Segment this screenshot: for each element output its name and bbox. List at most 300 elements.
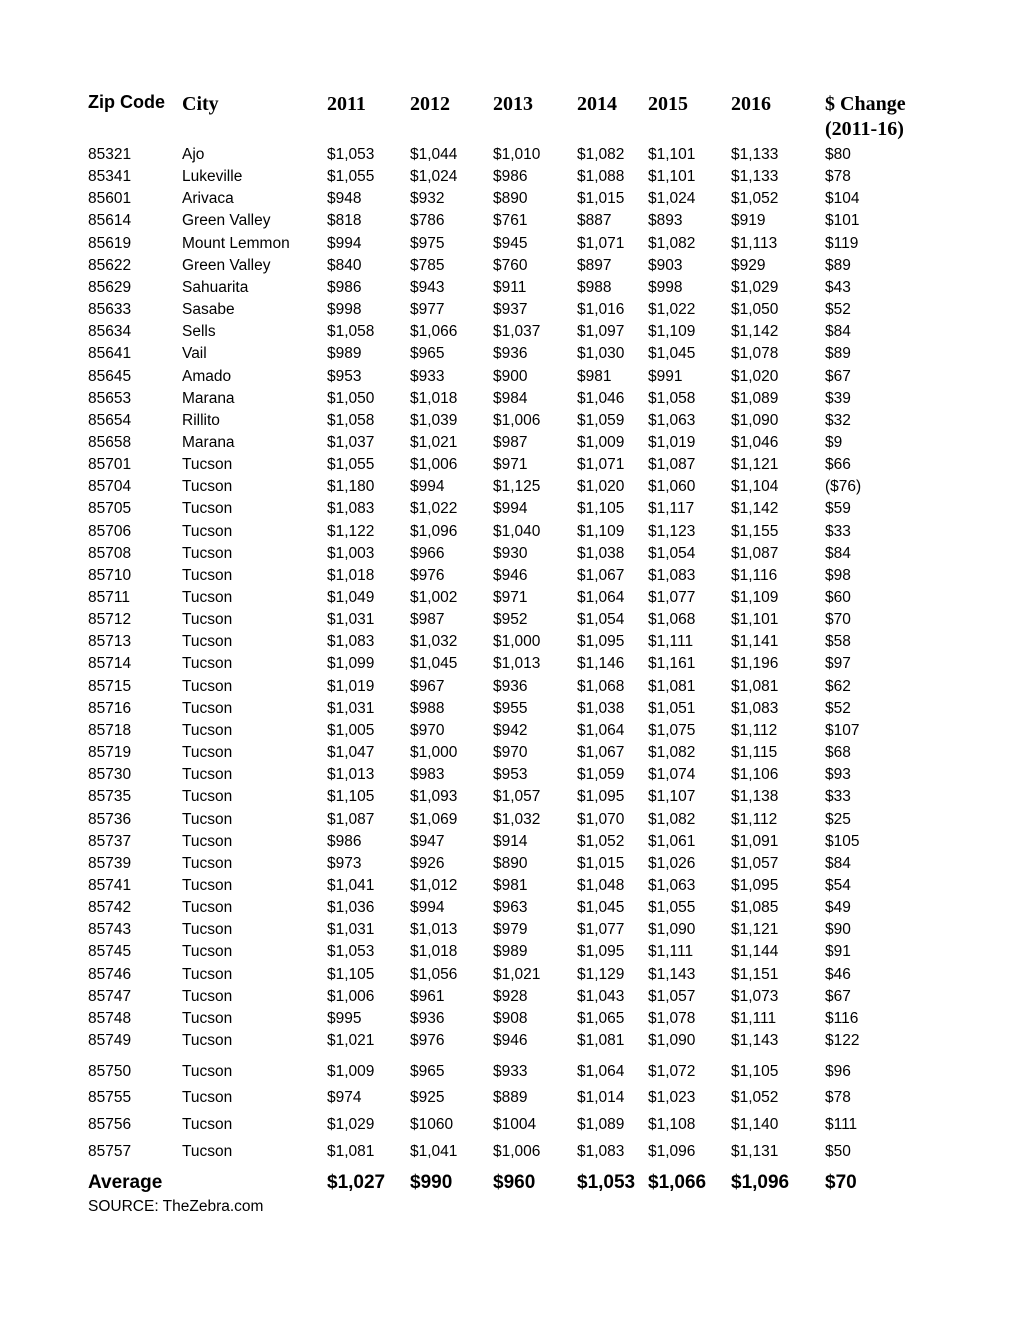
table-row: [0, 589, 1024, 611]
cell-2012: $933: [410, 368, 445, 385]
table-row: [0, 611, 1024, 633]
cell-2015: $1,063: [648, 412, 696, 429]
cell-2011: $1,013: [327, 766, 375, 783]
cell-change: $119: [825, 235, 859, 252]
cell-zip: 85756: [88, 1116, 132, 1133]
cell-2013: $952: [493, 611, 528, 628]
cell-2016: $1,140: [731, 1116, 779, 1133]
table-row: [0, 1143, 1024, 1165]
cell-2014: $1,064: [577, 589, 625, 606]
cell-2012: $994: [410, 899, 445, 916]
table-row: [0, 921, 1024, 943]
cell-2013: $908: [493, 1010, 528, 1027]
cell-zip: 85714: [88, 655, 132, 672]
cell-2016: $1,087: [731, 545, 779, 562]
cell-2015: $1,083: [648, 567, 696, 584]
cell-2015: $1,082: [648, 235, 696, 252]
cell-2013: $979: [493, 921, 528, 938]
cell-2011: $994: [327, 235, 362, 252]
cell-city: Green Valley: [182, 257, 271, 274]
average-2015: $1,066: [648, 1172, 707, 1193]
cell-zip: 85614: [88, 212, 132, 229]
cell-2014: $1,065: [577, 1010, 625, 1027]
cell-2016: $1,112: [731, 722, 778, 739]
table-row: [0, 301, 1024, 323]
table-row: [0, 722, 1024, 744]
cell-2014: $1,064: [577, 1063, 625, 1080]
header-2015: 2015: [648, 93, 688, 115]
cell-city: Tucson: [182, 655, 233, 672]
cell-2011: $1,019: [327, 678, 375, 695]
cell-change: $84: [825, 855, 851, 872]
cell-2016: $1,073: [731, 988, 779, 1005]
cell-zip: 85750: [88, 1063, 132, 1080]
cell-2014: $1,070: [577, 811, 625, 828]
cell-2011: $998: [327, 301, 362, 318]
cell-zip: 85633: [88, 301, 132, 318]
header-change-line1: $ Change: [825, 93, 906, 115]
cell-2015: $1,143: [648, 966, 696, 983]
header-2014: 2014: [577, 93, 617, 115]
cell-2015: $1,090: [648, 1032, 696, 1049]
cell-2015: $998: [648, 279, 683, 296]
cell-2011: $1,105: [327, 788, 375, 805]
cell-city: Tucson: [182, 943, 233, 960]
table-row: [0, 766, 1024, 788]
cell-2015: $1,074: [648, 766, 696, 783]
cell-city: Ajo: [182, 146, 205, 163]
cell-2012: $1,012: [410, 877, 458, 894]
cell-2014: $1,015: [577, 855, 625, 872]
cell-2012: $1,069: [410, 811, 458, 828]
cell-2015: $1,101: [648, 146, 696, 163]
cell-2016: $1,085: [731, 899, 779, 916]
cell-change: $39: [825, 390, 851, 407]
cell-2013: $928: [493, 988, 528, 1005]
cell-2014: $1,059: [577, 766, 625, 783]
table-row: [0, 678, 1024, 700]
cell-2011: $953: [327, 368, 362, 385]
cell-change: $78: [825, 168, 851, 185]
cell-2012: $988: [410, 700, 445, 717]
cell-change: $105: [825, 833, 860, 850]
cell-2013: $1,125: [493, 478, 541, 495]
cell-2014: $1,105: [577, 500, 625, 517]
table-row: [0, 1116, 1024, 1138]
cell-2016: $1,101: [731, 611, 779, 628]
cell-change: $93: [825, 766, 851, 783]
cell-city: Tucson: [182, 877, 233, 894]
cell-2013: $987: [493, 434, 528, 451]
cell-2012: $961: [410, 988, 445, 1005]
cell-2016: $1,109: [731, 589, 779, 606]
table-row: [0, 545, 1024, 567]
cell-2011: $1,122: [327, 523, 375, 540]
cell-change: ($76): [825, 478, 862, 495]
cell-2015: $1,057: [648, 988, 696, 1005]
cell-2015: $1,061: [648, 833, 696, 850]
cell-2016: $1,078: [731, 345, 779, 362]
cell-2014: $1,014: [577, 1089, 625, 1106]
cell-2015: $893: [648, 212, 683, 229]
cell-2016: $1,081: [731, 678, 779, 695]
cell-zip: 85705: [88, 500, 132, 517]
cell-2014: $1,088: [577, 168, 625, 185]
cell-2016: $1,050: [731, 301, 779, 318]
cell-2013: $911: [493, 279, 527, 296]
cell-2014: $1,077: [577, 921, 625, 938]
cell-2011: $986: [327, 279, 362, 296]
cell-2016: $1,091: [731, 833, 779, 850]
cell-2014: $1,059: [577, 412, 625, 429]
cell-zip: 85739: [88, 855, 132, 872]
cell-2013: $1,010: [493, 146, 541, 163]
cell-zip: 85748: [88, 1010, 132, 1027]
cell-2016: $1,141: [731, 633, 779, 650]
cell-city: Mount Lemmon: [182, 235, 290, 252]
cell-change: $43: [825, 279, 851, 296]
cell-change: $97: [825, 655, 851, 672]
cell-2012: $967: [410, 678, 445, 695]
cell-2014: $1,020: [577, 478, 625, 495]
cell-2013: $994: [493, 500, 528, 517]
cell-city: Amado: [182, 368, 232, 385]
cell-2011: $1,049: [327, 589, 375, 606]
cell-zip: 85755: [88, 1089, 132, 1106]
average-2011: $1,027: [327, 1172, 386, 1193]
cell-2011: $1,099: [327, 655, 375, 672]
cell-change: $84: [825, 545, 851, 562]
cell-zip: 85601: [88, 190, 132, 207]
table-row: [0, 877, 1024, 899]
cell-2014: $1,095: [577, 788, 625, 805]
cell-2015: $1,117: [648, 500, 695, 517]
cell-2014: $1,129: [577, 966, 625, 983]
cell-2014: $1,089: [577, 1116, 625, 1133]
cell-2015: $1,051: [648, 700, 696, 717]
average-label: Average: [88, 1172, 163, 1193]
cell-2011: $973: [327, 855, 362, 872]
cell-change: $111: [825, 1116, 858, 1133]
cell-2012: $785: [410, 257, 445, 274]
cell-zip: 85743: [88, 921, 132, 938]
cell-2015: $1,109: [648, 323, 696, 340]
cell-city: Tucson: [182, 1089, 233, 1106]
cell-city: Tucson: [182, 788, 233, 805]
cell-zip: 85653: [88, 390, 132, 407]
cell-change: $52: [825, 700, 851, 717]
cell-2013: $945: [493, 235, 528, 252]
cell-change: $33: [825, 788, 851, 805]
cell-zip: 85321: [88, 146, 132, 163]
cell-zip: 85622: [88, 257, 132, 274]
table-row: [0, 390, 1024, 412]
cell-zip: 85341: [88, 168, 132, 185]
cell-2015: $1,087: [648, 456, 696, 473]
cell-2015: $1,111: [648, 943, 694, 960]
cell-zip: 85710: [88, 567, 132, 584]
table-row: [0, 1089, 1024, 1111]
table-row: [0, 988, 1024, 1010]
cell-2016: $1,133: [731, 146, 779, 163]
cell-2011: $1,105: [327, 966, 375, 983]
cell-change: $50: [825, 1143, 851, 1160]
cell-2012: $1,032: [410, 633, 458, 650]
cell-zip: 85736: [88, 811, 132, 828]
table-row: [0, 456, 1024, 478]
cell-2015: $903: [648, 257, 683, 274]
cell-change: $116: [825, 1010, 859, 1027]
cell-2011: $1,083: [327, 633, 375, 650]
header-change: [825, 92, 906, 142]
cell-2016: $1,142: [731, 323, 779, 340]
average-row: [0, 1172, 1024, 1198]
cell-2011: $989: [327, 345, 362, 362]
cell-2015: $1,081: [648, 678, 696, 695]
cell-change: $67: [825, 368, 851, 385]
cell-change: $33: [825, 523, 851, 540]
cell-2011: $1,050: [327, 390, 375, 407]
table-row: [0, 633, 1024, 655]
cell-2013: $971: [493, 589, 528, 606]
cell-change: $122: [825, 1032, 860, 1049]
cell-2013: $963: [493, 899, 528, 916]
cell-2013: $1,006: [493, 412, 541, 429]
cell-2015: $1,060: [648, 478, 696, 495]
cell-2016: $1,133: [731, 168, 779, 185]
cell-change: $90: [825, 921, 851, 938]
cell-2011: $1,037: [327, 434, 375, 451]
cell-2016: $1,143: [731, 1032, 779, 1049]
cell-2013: $955: [493, 700, 528, 717]
cell-city: Tucson: [182, 678, 233, 695]
cell-2012: $983: [410, 766, 445, 783]
cell-city: Sahuarita: [182, 279, 249, 296]
cell-2011: $1,053: [327, 943, 375, 960]
table-row: [0, 146, 1024, 168]
cell-2012: $1,013: [410, 921, 458, 938]
average-2013: $960: [493, 1172, 536, 1193]
cell-change: $70: [825, 611, 851, 628]
cell-city: Tucson: [182, 567, 233, 584]
cell-city: Tucson: [182, 1143, 233, 1160]
cell-zip: 85718: [88, 722, 132, 739]
cell-2012: $1,018: [410, 390, 458, 407]
cell-2014: $1,082: [577, 146, 625, 163]
cell-2015: $1,096: [648, 1143, 696, 1160]
cell-2013: $760: [493, 257, 528, 274]
cell-zip: 85741: [88, 877, 132, 894]
cell-2012: $965: [410, 1063, 445, 1080]
cell-2014: $1,083: [577, 1143, 625, 1160]
cell-2012: $1,041: [410, 1143, 458, 1160]
cell-2013: $936: [493, 678, 528, 695]
cell-2014: $1,030: [577, 345, 625, 362]
cell-2015: $1,077: [648, 589, 696, 606]
table-row: [0, 1032, 1024, 1054]
cell-2015: $1,123: [648, 523, 696, 540]
cell-city: Vail: [182, 345, 207, 362]
cell-2013: $1,021: [493, 966, 541, 983]
cell-2013: $1,006: [493, 1143, 541, 1160]
cell-2014: $1,067: [577, 744, 625, 761]
cell-2012: $1,056: [410, 966, 458, 983]
table-row: [0, 368, 1024, 390]
cell-2011: $1,041: [327, 877, 375, 894]
cell-city: Tucson: [182, 700, 233, 717]
cell-2011: $1,055: [327, 456, 375, 473]
cell-zip: 85619: [88, 235, 132, 252]
table-row: [0, 788, 1024, 810]
cell-2015: $1,075: [648, 722, 696, 739]
cell-2014: $981: [577, 368, 612, 385]
cell-city: Tucson: [182, 855, 233, 872]
cell-2012: $976: [410, 1032, 445, 1049]
cell-2016: $1,105: [731, 1063, 779, 1080]
cell-2016: $1,111: [731, 1010, 777, 1027]
cell-2016: $1,089: [731, 390, 779, 407]
cell-2011: $1,031: [327, 921, 375, 938]
table-row: [0, 655, 1024, 677]
table-row: [0, 700, 1024, 722]
cell-zip: 85658: [88, 434, 132, 451]
cell-2011: $1,029: [327, 1116, 375, 1133]
cell-2013: $970: [493, 744, 528, 761]
cell-2012: $976: [410, 567, 445, 584]
cell-2011: $1,047: [327, 744, 375, 761]
cell-2015: $1,023: [648, 1089, 696, 1106]
cell-zip: 85735: [88, 788, 132, 805]
cell-2011: $1,083: [327, 500, 375, 517]
table-row: [0, 323, 1024, 345]
cell-change: $91: [825, 943, 851, 960]
cell-2013: $946: [493, 1032, 528, 1049]
cell-city: Tucson: [182, 478, 233, 495]
cell-2013: $986: [493, 168, 528, 185]
cell-2013: $1,040: [493, 523, 541, 540]
cell-2015: $1,068: [648, 611, 696, 628]
cell-2012: $1,096: [410, 523, 458, 540]
cell-2015: $1,026: [648, 855, 696, 872]
cell-city: Tucson: [182, 988, 233, 1005]
table-row: [0, 257, 1024, 279]
cell-2012: $987: [410, 611, 445, 628]
cell-2012: $1,021: [410, 434, 458, 451]
cell-2016: $1,196: [731, 655, 779, 672]
header-2016: 2016: [731, 93, 771, 115]
cell-2013: $890: [493, 190, 528, 207]
cell-2013: $1,032: [493, 811, 541, 828]
table-row: [0, 500, 1024, 522]
table-row: [0, 811, 1024, 833]
cell-2015: $1,063: [648, 877, 696, 894]
source-note: SOURCE: TheZebra.com: [88, 1198, 264, 1215]
cell-2016: $1,029: [731, 279, 779, 296]
cell-2011: $1,055: [327, 168, 375, 185]
cell-2014: $1,043: [577, 988, 625, 1005]
cell-2014: $1,081: [577, 1032, 625, 1049]
table-row: [0, 966, 1024, 988]
cell-2015: $1,107: [648, 788, 696, 805]
cell-2014: $1,054: [577, 611, 625, 628]
cell-2016: $1,155: [731, 523, 779, 540]
cell-change: $84: [825, 323, 851, 340]
cell-2012: $1,022: [410, 500, 458, 517]
cell-city: Tucson: [182, 766, 233, 783]
cell-2011: $1,021: [327, 1032, 375, 1049]
table-row: [0, 1063, 1024, 1085]
cell-2016: $1,116: [731, 567, 778, 584]
table-row: [0, 212, 1024, 234]
cell-2014: $1,067: [577, 567, 625, 584]
cell-2014: $1,095: [577, 633, 625, 650]
cell-2015: $1,072: [648, 1063, 696, 1080]
cell-zip: 85654: [88, 412, 132, 429]
cell-zip: 85742: [88, 899, 132, 916]
cell-2016: $1,142: [731, 500, 779, 517]
cell-change: $62: [825, 678, 851, 695]
table-row: [0, 899, 1024, 921]
cell-city: Tucson: [182, 523, 233, 540]
cell-2014: $1,009: [577, 434, 625, 451]
cell-2013: $984: [493, 390, 528, 407]
cell-2014: $897: [577, 257, 612, 274]
cell-city: Arivaca: [182, 190, 234, 207]
cell-2016: $929: [731, 257, 766, 274]
cell-2012: $926: [410, 855, 445, 872]
cell-2013: $933: [493, 1063, 528, 1080]
cell-2015: $1,055: [648, 899, 696, 916]
cell-change: $67: [825, 988, 851, 1005]
cell-2014: $1,048: [577, 877, 625, 894]
cell-2011: $1,053: [327, 146, 375, 163]
cell-zip: 85747: [88, 988, 132, 1005]
cell-2013: $1,013: [493, 655, 541, 672]
cell-2013: $936: [493, 345, 528, 362]
cell-2013: $937: [493, 301, 528, 318]
cell-2011: $948: [327, 190, 362, 207]
cell-change: $59: [825, 500, 851, 517]
cell-2013: $761: [493, 212, 528, 229]
cell-zip: 85746: [88, 966, 132, 983]
cell-2011: $1,009: [327, 1063, 375, 1080]
cell-change: $9: [825, 434, 843, 451]
cell-city: Tucson: [182, 1116, 233, 1133]
cell-2015: $1,019: [648, 434, 696, 451]
cell-2015: $1,108: [648, 1116, 696, 1133]
cell-2015: $1,045: [648, 345, 696, 362]
cell-2014: $1,016: [577, 301, 625, 318]
cell-zip: 85708: [88, 545, 132, 562]
average-2014: $1,053: [577, 1172, 636, 1193]
table-row: [0, 855, 1024, 877]
cell-2014: $1,052: [577, 833, 625, 850]
cell-city: Tucson: [182, 500, 233, 517]
header-2011: 2011: [327, 93, 366, 115]
cell-change: $104: [825, 190, 860, 207]
table-row: [0, 567, 1024, 589]
cell-2011: $818: [327, 212, 362, 229]
cell-2013: $981: [493, 877, 528, 894]
cell-city: Tucson: [182, 1063, 233, 1080]
cell-2012: $994: [410, 478, 445, 495]
cell-2012: $1060: [410, 1116, 454, 1133]
cell-2014: $1,015: [577, 190, 625, 207]
table-row: [0, 434, 1024, 456]
cell-city: Sasabe: [182, 301, 235, 318]
cell-change: $32: [825, 412, 851, 429]
cell-city: Tucson: [182, 545, 233, 562]
